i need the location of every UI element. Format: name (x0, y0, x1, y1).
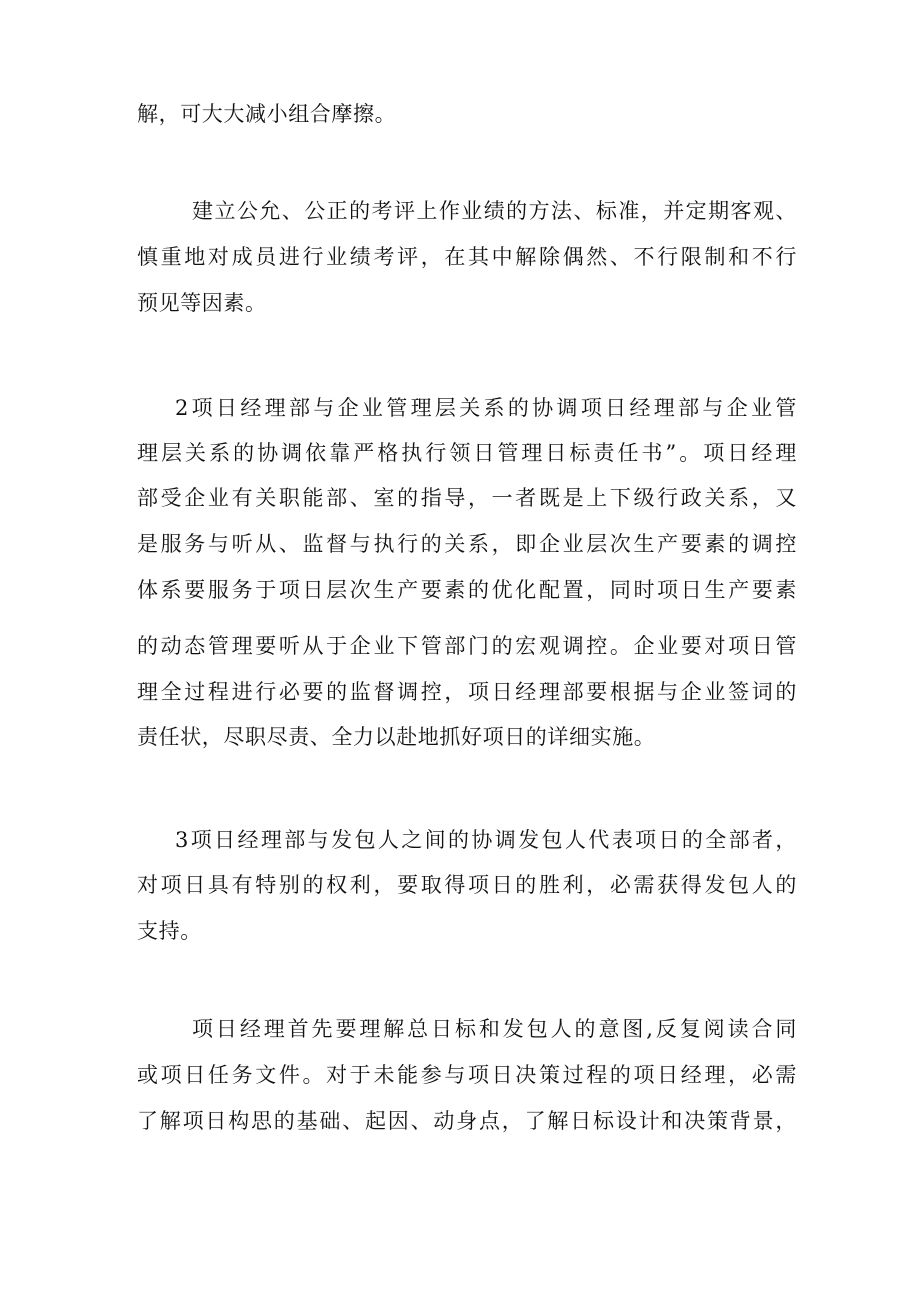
paragraph-line: 对项日具有特别的权利，要取得项日的胜利，必需获得发包人的 (137, 873, 797, 897)
paragraph-line: 慎重地对成员进行业绩考评，在其中解除偶然、不行限制和不行 (137, 245, 797, 269)
paragraph-line: 建立公允、公正的考评上作业绩的方法、标准，并定期客观、 (192, 199, 797, 223)
paragraph-line: 项日经理首先要理解总日标和发包人的意图,反复阅读合同 (192, 1017, 797, 1041)
paragraph-line: 理全过程进行必要的监督调控，项日经理部要根据与企业签词的 (137, 680, 797, 704)
paragraph-line: 了解项日构思的基础、起因、动身点，了解日标设计和决策背景， (137, 1109, 797, 1133)
paragraph-line: 责任状，尽职尽责、全力以赴地抓好项日的详细实施。 (137, 725, 656, 749)
paragraph-line: 的动态管理要听从于企业下管部门的宏观调控。企业要对项日管 (137, 634, 797, 658)
paragraph-line: 解，可大大减小组合摩擦。 (137, 102, 397, 126)
paragraph-line: 支持。 (137, 919, 202, 943)
paragraph-line: 是服务与听从、监督与执行的关系，即企业层次生产要素的调控 (137, 532, 797, 556)
paragraph-line: 或项日任务文件。对于未能参与项日决策过程的项日经理，必需 (137, 1063, 797, 1087)
paragraph-line: 2项日经理部与企业管理层关系的协调项日经理部与企业管 (175, 396, 797, 420)
paragraph-line: 3项日经理部与发包人之间的协调发包人代表项日的全部者， (175, 828, 797, 852)
paragraph-line: 理层关系的协调依靠严格执行领日管理日标责任书”。项日经理 (137, 441, 797, 465)
paragraph-line: 部受企业有关职能部、室的指导，一者既是上下级行政关系，又 (137, 486, 797, 510)
paragraph-line: 体系要服务于项日层次生产要素的优化配置，同时项日生产要素 (137, 578, 797, 602)
paragraph-line: 预见等因素。 (137, 291, 267, 315)
